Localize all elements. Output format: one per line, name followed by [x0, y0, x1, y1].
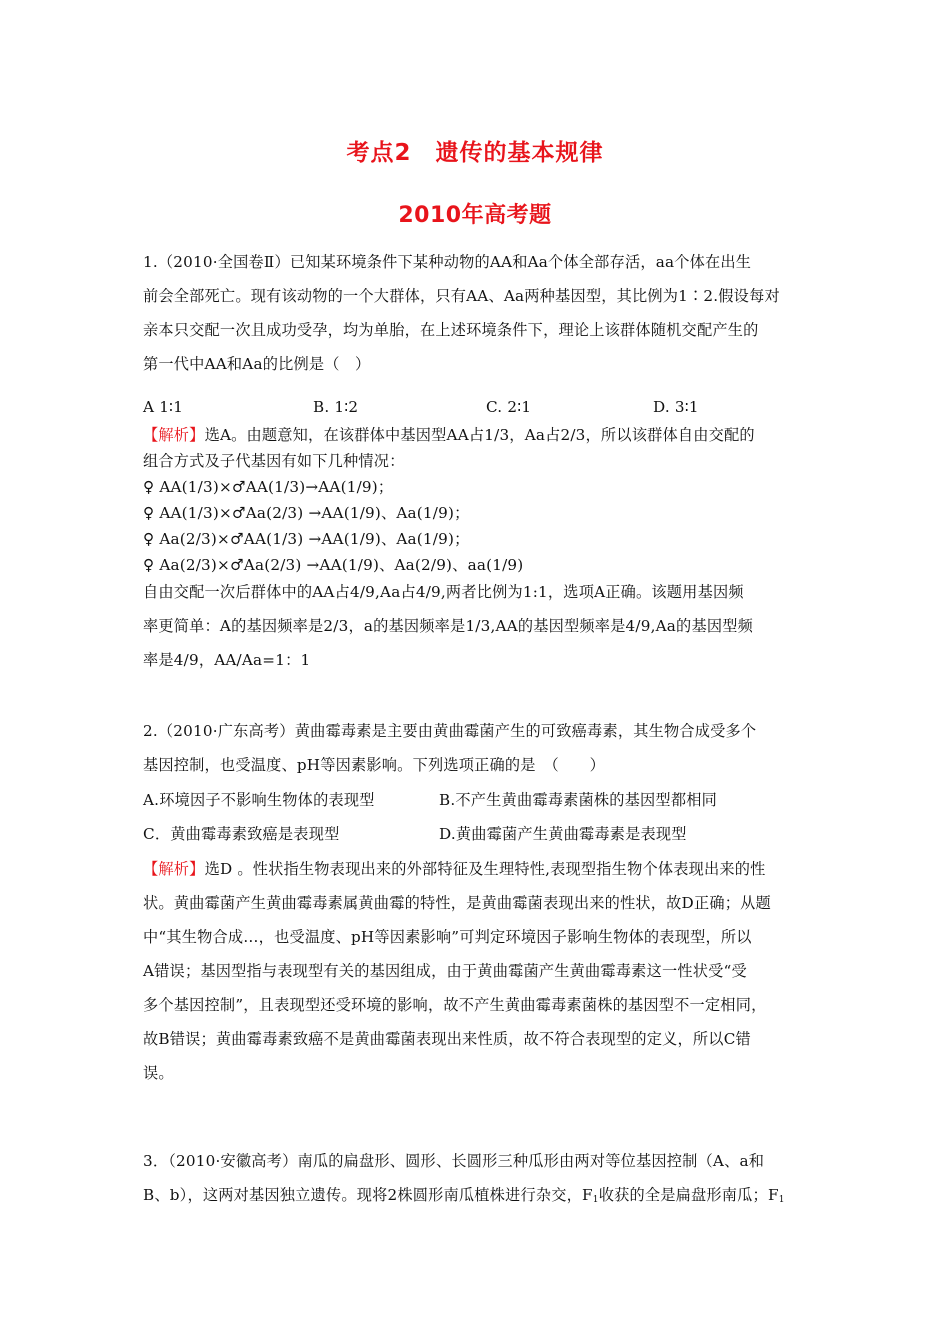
option-a: A.环境因子不影响生物体的表现型: [143, 791, 375, 809]
question-2-options: [143, 783, 813, 851]
conclusion-line: 率是4/9，AA/Aa=1：1: [143, 651, 311, 669]
question-1: [143, 245, 813, 381]
question-3-stem-line: 3．（2010·安徽高考）南瓜的扁盘形、圆形、长圆形三种瓜形由两对等位基因控制（A、a和: [143, 1152, 765, 1170]
conclusion-line: 率更简单：A的基因频率是2/3，a的基因频率是1/3,AA的基因型频率是4/9,Aa的基因型频: [143, 617, 753, 635]
analysis-label: 【解析】: [143, 860, 205, 878]
question-1-stem-line: 亲本只交配一次且成功受孕，均为单胎，在上述环境条件下，理论上该群体随机交配产生的: [143, 321, 759, 339]
cross-line: ♀ Aa(2/3)×♂Aa(2/3) →AA(1/9)、Aa(2/9)、aa(1/9): [143, 556, 524, 574]
question-1-analysis: [143, 422, 813, 578]
option-b: B.不产生黄曲霉毒素菌株的基因型都相同: [439, 791, 717, 809]
option-d: D.黄曲霉菌产生黄曲霉毒素是表现型: [439, 825, 687, 843]
page-title: 考点2 遗传的基本规律: [346, 140, 604, 166]
stem-text: 收获的全是扁盘形南瓜；F: [598, 1186, 779, 1204]
question-2-stem-line: 基因控制，也受温度、pH等因素影响。下列选项正确的是 （ ）: [143, 756, 606, 774]
cross-line: ♀ AA(1/3)×♂Aa(2/3) →AA(1/9)、Aa(1/9)；: [143, 504, 470, 522]
analysis-line: A错误；基因型指与表现型有关的基因组成，由于黄曲霉菌产生黄曲霉毒素这一性状受“受: [143, 962, 747, 980]
question-1-stem-line: 前会全部死亡。现有该动物的一个大群体，只有AA、Aa两种基因型，其比例为1∶2.假设每对: [143, 287, 780, 305]
cross-line: ♀ Aa(2/3)×♂AA(1/3) →AA(1/9)、Aa(1/9)；: [143, 530, 470, 548]
option-b: B. 1∶2: [313, 398, 359, 416]
analysis-first-line: [143, 422, 813, 448]
question-1-options: [143, 392, 813, 422]
subscript: 1: [778, 1195, 785, 1205]
analysis-line: 组合方式及子代基因有如下几种情况：: [143, 452, 405, 470]
cross-line: ♀ AA(1/3)×♂AA(1/3)→AA(1/9)；: [143, 478, 394, 496]
question-3-stem-line: [143, 1178, 813, 1212]
conclusion-line: 自由交配一次后群体中的AA占4/9,Aa占4/9,两者比例为1:1，选项A正确。该题用基因频: [143, 583, 744, 601]
option-a: A 1∶1: [143, 398, 184, 416]
option-c: C．黄曲霉毒素致癌是表现型: [143, 825, 340, 843]
analysis-label: 【解析】: [143, 426, 205, 444]
question-2: [143, 714, 813, 782]
analysis-line: 中“其生物合成…，也受温度、pH等因素影响”可判定环境因子影响生物体的表现型，所以: [143, 928, 752, 946]
question-2-stem-line: 2.（2010·广东高考）黄曲霉毒素是主要由黄曲霉菌产生的可致癌毒素，其生物合成受多个: [143, 722, 757, 740]
analysis-line: 误。: [143, 1064, 174, 1082]
analysis-line: 故B错误；黄曲霉毒素致癌不是黄曲霉菌表现出来性质，故不符合表现型的定义，所以C错: [143, 1030, 751, 1048]
question-1-conclusion: [143, 575, 813, 677]
analysis-first-line: [143, 852, 813, 886]
analysis-text: 选D 。性状指生物表现出来的外部特征及生理特性,表现型指生物个体表现出来的性: [204, 860, 766, 878]
option-d: D. 3∶1: [653, 398, 699, 416]
question-2-analysis: [143, 852, 813, 1090]
subscript: 1: [592, 1195, 599, 1205]
analysis-line: 状。黄曲霉菌产生黄曲霉毒素属黄曲霉的特性，是黄曲霉菌表现出来的性状，故D正确；从题: [143, 894, 771, 912]
analysis-line: 多个基因控制”，且表现型还受环境的影响，故不产生黄曲霉毒素菌株的基因型不一定相同，: [143, 996, 767, 1014]
question-1-stem-line: 1.（2010·全国卷Ⅱ）已知某环境条件下某种动物的AA和Aa个体全部存活，aa个体在出生: [143, 253, 752, 271]
question-3: [143, 1144, 813, 1212]
page-subtitle: 2010年高考题: [398, 203, 552, 228]
stem-text: B、b），这两对基因独立遗传。现将2株圆形南瓜植株进行杂交，F: [143, 1186, 593, 1204]
question-1-stem-line: 第一代中AA和Aa的比例是（ ）: [143, 355, 371, 373]
option-c: C. 2∶1: [486, 398, 532, 416]
analysis-text: 选A。由题意知，在该群体中基因型AA占1/3，Aa占2/3，所以该群体自由交配的: [204, 426, 755, 444]
